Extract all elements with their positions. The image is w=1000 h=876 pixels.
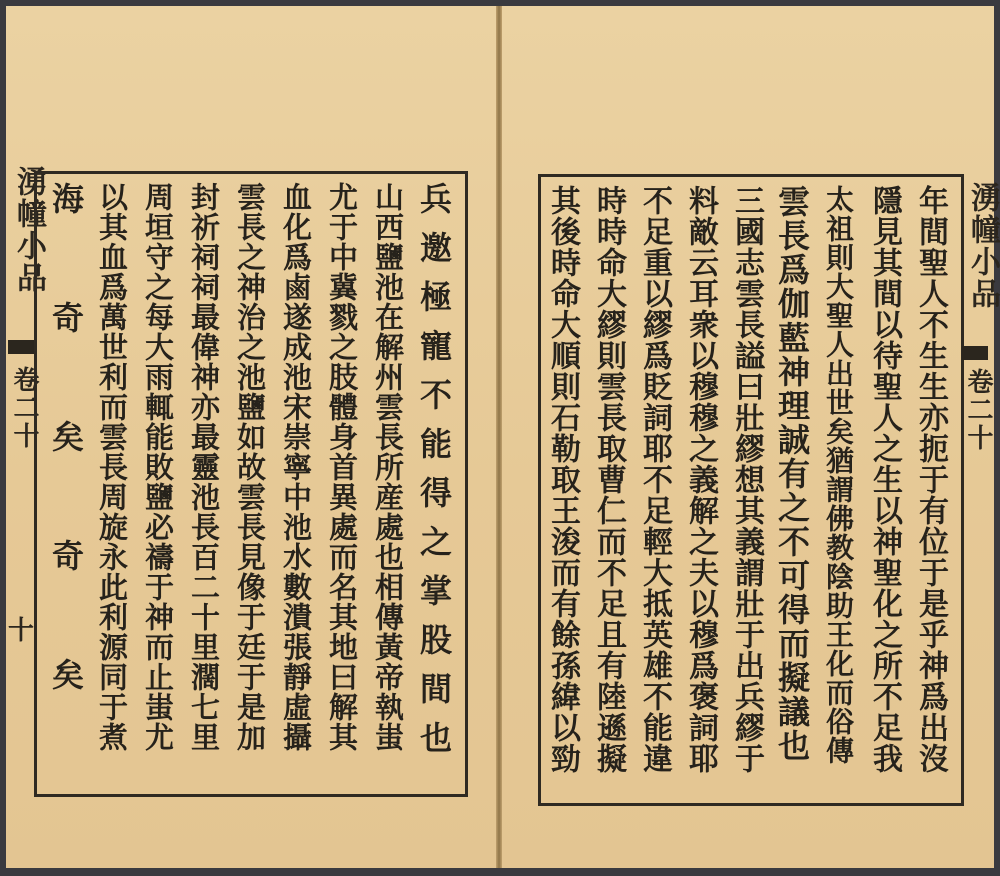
right-margin-juan: 卷二十 — [963, 368, 993, 452]
right-text-frame — [538, 174, 964, 806]
right-page — [502, 6, 1000, 868]
right-margin-title: 湧幢小品 — [965, 182, 1000, 310]
text-column: 不足重以繆爲貶詞耶不足輕大抵英雄不能違 — [637, 185, 672, 774]
left-page-number: 十 — [8, 616, 35, 646]
text-column: 兵邀極寵不能得之掌股間也 — [415, 182, 453, 770]
book-spread — [6, 6, 1000, 868]
left-margin-title: 湧幢小品 — [11, 166, 46, 294]
text-column: 其後時命大順則石勒取王浚而有餘孫緯以勁 — [545, 185, 580, 774]
text-column: 血化爲鹵遂成池宋崇寧中池水數潰張靜虛攝 — [279, 182, 313, 752]
text-column: 隱見其間以待聖人之生以神聖化之所不足我 — [867, 185, 902, 774]
left-text-columns — [37, 174, 465, 794]
text-column: 封祈祠祠最偉神亦最靈池長百二十里濶七里 — [187, 182, 221, 752]
text-column: 尤于中冀戮之肢體身首異處而名其地曰解其 — [325, 182, 359, 752]
text-column: 太祖則大聖人出世矣猶謂佛教陰助王化而俗傳 — [822, 185, 855, 765]
text-column: 料敵云耳衆以穆穆之義解之夫以穆爲褒詞耶 — [683, 185, 718, 774]
left-margin-juan: 卷二十 — [9, 366, 39, 450]
left-text-frame — [34, 171, 468, 797]
text-column: 時時命大繆則雲長取曹仁而不足且有陸遜擬 — [591, 185, 626, 774]
text-column: 山西鹽池在解州雲長所産處也相傳黃帝執蚩 — [371, 182, 405, 752]
text-column: 海奇矣奇矣 — [47, 182, 85, 777]
text-column: 周垣守之每大雨輒能敗鹽必禱于神而止蚩尤 — [141, 182, 175, 752]
text-column: 雲長之神治之池鹽如故雲長見像于廷于是加 — [233, 182, 267, 752]
left-fishtail-mark — [8, 340, 34, 354]
right-fishtail-mark — [962, 346, 988, 360]
right-text-columns — [541, 177, 961, 803]
text-column: 以其血爲萬世利而雲長周旋永此利源同于煮 — [95, 182, 129, 752]
text-column: 年間聖人不生生亦扼于有位于是乎神爲出沒 — [913, 185, 948, 774]
left-page — [6, 6, 496, 868]
text-column: 雲長爲伽藍神理誠有之不可得而擬議也 — [773, 185, 811, 763]
text-column: 三國志雲長謚曰壯繆想其義謂壯于出兵繆于 — [729, 185, 764, 774]
